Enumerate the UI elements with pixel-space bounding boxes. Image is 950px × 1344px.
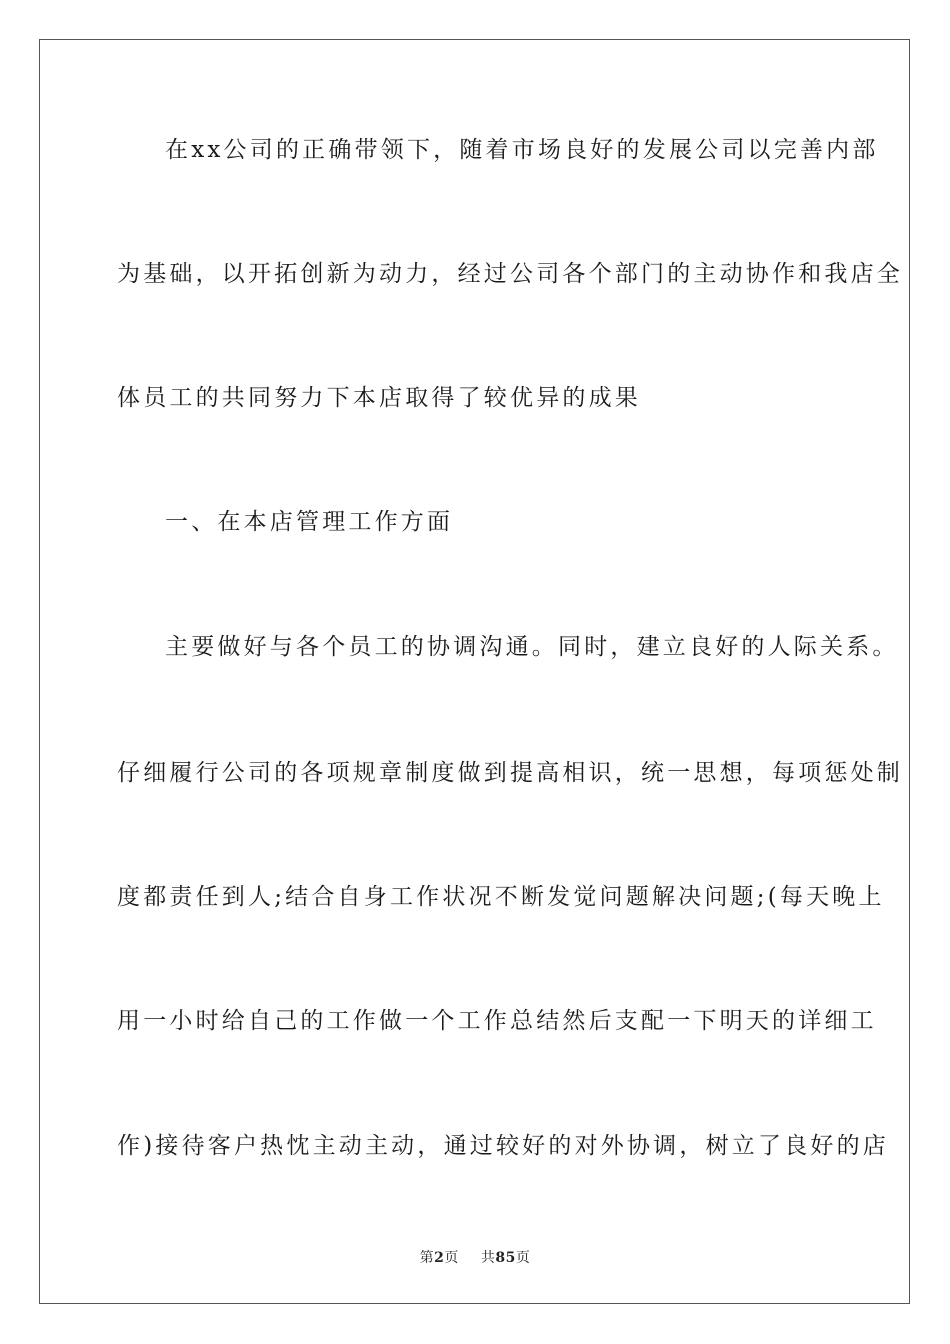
paragraph-line: 仔细履行公司的各项规章制度做到提高相识，统一思想，每项惩处制 — [117, 760, 903, 786]
section-heading: 一、在本店管理工作方面 — [165, 509, 454, 535]
total-pages: 85 — [495, 1250, 516, 1266]
page-border — [39, 39, 910, 1304]
page-footer — [0, 1247, 950, 1267]
paragraph-line: 度都责任到人;结合自身工作状况不断发觉问题解决问题;(每天晚上 — [117, 884, 885, 910]
total-suffix: 页 — [515, 1250, 531, 1266]
paragraph-line: 主要做好与各个员工的协调沟通。同时，建立良好的人际关系。 — [165, 634, 899, 660]
paragraph-line: 在xx公司的正确带领下，随着市场良好的发展公司以完善内部 — [165, 137, 879, 163]
total-prefix: 共 — [480, 1250, 496, 1266]
paragraph-line: 体员工的共同努力下本店取得了较优异的成果 — [117, 385, 641, 411]
page-suffix: 页 — [444, 1250, 459, 1266]
page-prefix: 第 — [419, 1250, 435, 1266]
page-number: 2 — [434, 1250, 445, 1266]
paragraph-line: 为基础，以开拓创新为动力，经过公司各个部门的主动协作和我店全 — [117, 261, 903, 287]
paragraph-line: 用一小时给自己的工作做一个工作总结然后支配一下明天的详细工 — [117, 1008, 877, 1034]
paragraph-line: 作)接待客户热忱主动主动，通过较好的对外协调，树立了良好的店 — [117, 1133, 889, 1159]
